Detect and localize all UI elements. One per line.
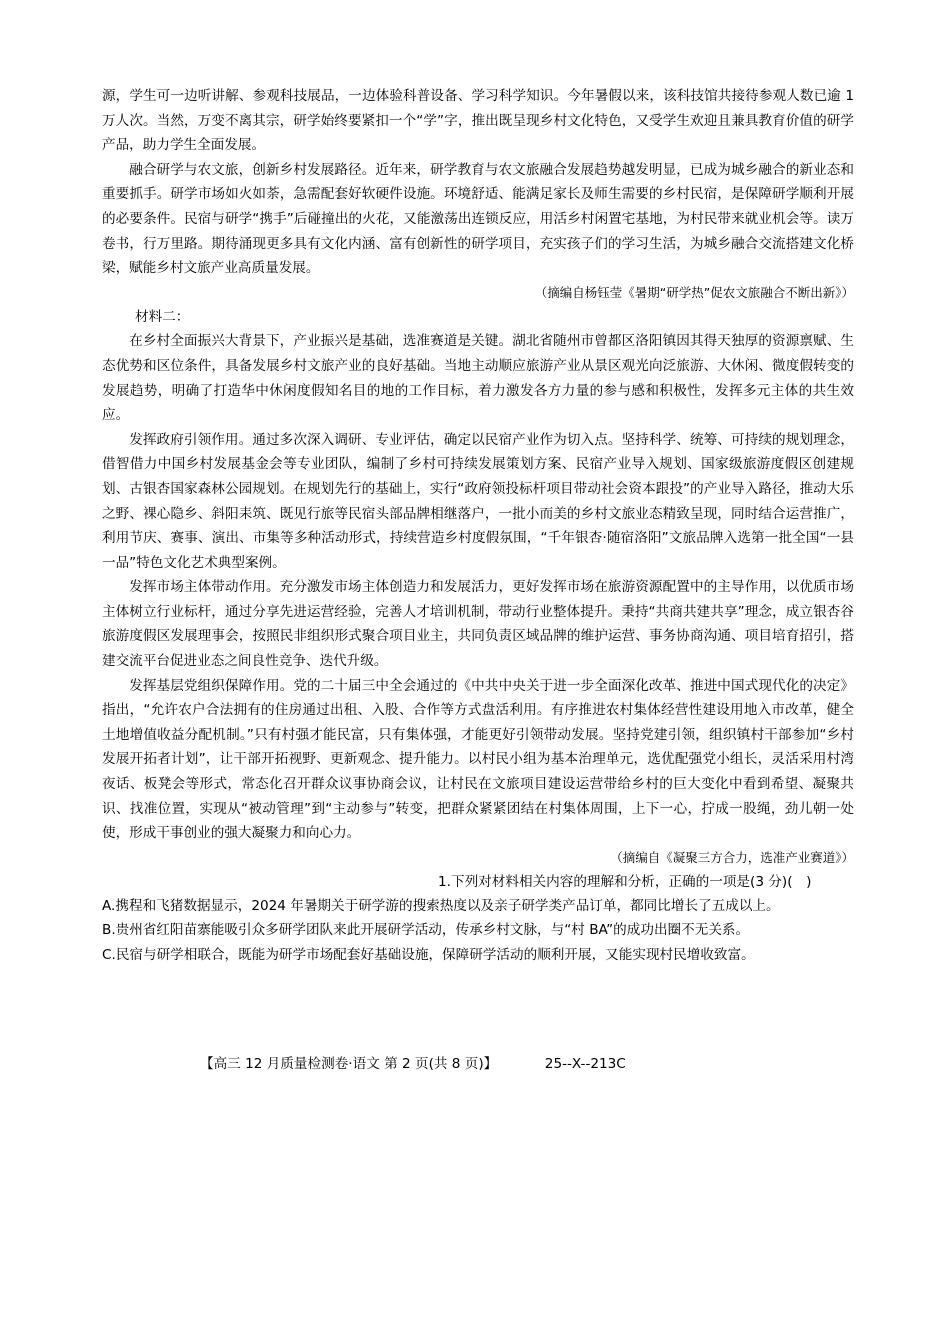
source-citation-1: （摘编自杨钰莹《暑期“研学热”促农文旅融合不断出新》） (534, 284, 854, 300)
option-c: C.民宿与研学相联合，既能为研学市场配套好基础设施，保障研学活动的顺利开展，又能实现村民增收致富。 (102, 947, 755, 963)
material-two-label: 材料二： (135, 308, 190, 325)
page-footer: 【高三 12 月质量检测卷·语文 第 2 页(共 8 页)】 25--X--213C (200, 1056, 626, 1072)
question-stem: 1.下列对材料相关内容的理解和分析，正确的一项是(3 分)( ) (438, 873, 812, 890)
option-a: A.携程和飞猪数据显示，2024 年暑期关于研学游的搜索热度以及亲子研学类产品订单，都同比增长了五成以上。 (102, 897, 780, 914)
source-citation-2: （摘编自《凝聚三方合力，选准产业赛道》） (610, 849, 854, 865)
paragraph-market-role: 发挥市场主体带动作用。充分激发市场主体创造力和发展活力，更好发挥市场在旅游资源配置中的主导作用，以优质市场主体树立行业标杆，通过分享先进运营经验，完善人才培训机制，带动行业整体提升。秉持“共商共建共享”理念，成立银杏谷旅游度假区发展理事会，按照民非组织形式聚合项目业主，共同负责区域品牌的维护运营、事务协商沟通、项目培育招引，搭建交流平台促进业态之间良性竞争、迭代升级。 (102, 579, 854, 670)
document-page (102, 84, 854, 968)
option-b: B.贵州省红阳苗寨能吸引众多研学团队来此开展研学活动，传承乡村文脉，与“村 BA”的成功出圈不无关系。 (102, 922, 750, 939)
paragraph-research-tourism: 融合研学与农文旅，创新乡村发展路径。近年来，研学教育与农文旅融合发展趋势越发明显，已成为城乡融合的新业态和重要抓手。研学市场如火如荼，急需配套好软硬件设施。环境舒适、能满足家长及师生需要的乡村民宿，是保障研学顺利开展的必要条件。民宿与研学“携手”后碰撞出的火花，又能激荡出连锁反应，用活乡村闲置宅基地，为村民带来就业机会等。读万卷书，行万里路。期待涌现更多具有文化内涵、富有创新性的研学项目，充实孩子们的学习生活，为城乡融合交流搭建文化桥梁，赋能乡村文旅产业高质量发展。 (102, 161, 854, 277)
paragraph-continued: 源，学生可一边听讲解、参观科技展品，一边体验科普设备、学习科学知识。今年暑假以来，该科技馆共接待参观人数已逾 1 万人次。当然，万变不离其宗，研学始终要紧扣一个“学”字，推出既呈现乡村文化特色，又受学生欢迎且兼具教育价值的研学产品，助力学生全面发展。 (102, 88, 854, 154)
paragraph-government-role: 发挥政府引领作用。通过多次深入调研、专业评估，确定以民宿产业作为切入点。坚持科学、统筹、可持续的规划理念，借智借力中国乡村发展基金会等专业团队，编制了乡村可持续发展策划方案、民宿产业导入规划、国家级旅游度假区创建规划、古银杏国家森林公园规划。在规划先行的基础上，实行“政府领投标杆项目带动社会资本跟投”的产业导入路径，推动大乐之野、裸心隐乡、斜阳耒筑、既见行旅等民宿头部品牌相继落户，一批小而美的乡村文旅业态精致呈现，同时结合运营推广，利用节庆、赛事、演出、市集等多种活动形式，持续营造乡村度假氛围，“千年银杏·随宿洛阳”文旅品牌入选第一批全国“一县一品”特色文化艺术典型案例。 (102, 431, 854, 571)
paragraph-party-role: 发挥基层党组织保障作用。党的二十届三中全会通过的《中共中央关于进一步全面深化改革、推进中国式现代化的决定》指出，“允许农户合法拥有的住房通过出租、入股、合作等方式盘活利用。有序推进农村集体经营性建设用地入市改革，健全土地增值收益分配机制。”只有村强才能民富，只有集体强，才能更好引领带动发展。坚持党建引领，组织镇村干部参加“乡村发展开拓者计划”，让干部开拓视野、更新观念、提升能力。以村民小组为基本治理单元，选优配强党小组长，灵活采用村湾夜话、板凳会等形式，常态化召开群众议事协商会议，让村民在文旅项目建设运营带给乡村的巨大变化中看到希望、凝聚共识、找准位置，实现从“被动管理”到“主动参与”转变，把群众紧紧团结在村集体周围，上下一心，拧成一股绳，劲儿朝一处使，形成干事创业的强大凝聚力和向心力。 (102, 677, 854, 842)
paragraph-rural-revitalization: 在乡村全面振兴大背景下，产业振兴是基础，选准赛道是关键。湖北省随州市曾都区洛阳镇因其得天独厚的资源禀赋、生态优势和区位条件，具备发展乡村文旅产业的良好基础。当地主动顺应旅游产业从景区观光向泛旅游、大休闲、微度假转变的发展趋势，明确了打造华中休闲度假知名目的地的工作目标，着力激发各方力量的参与感和积极性，发挥多元主体的共生效应。 (102, 333, 854, 424)
